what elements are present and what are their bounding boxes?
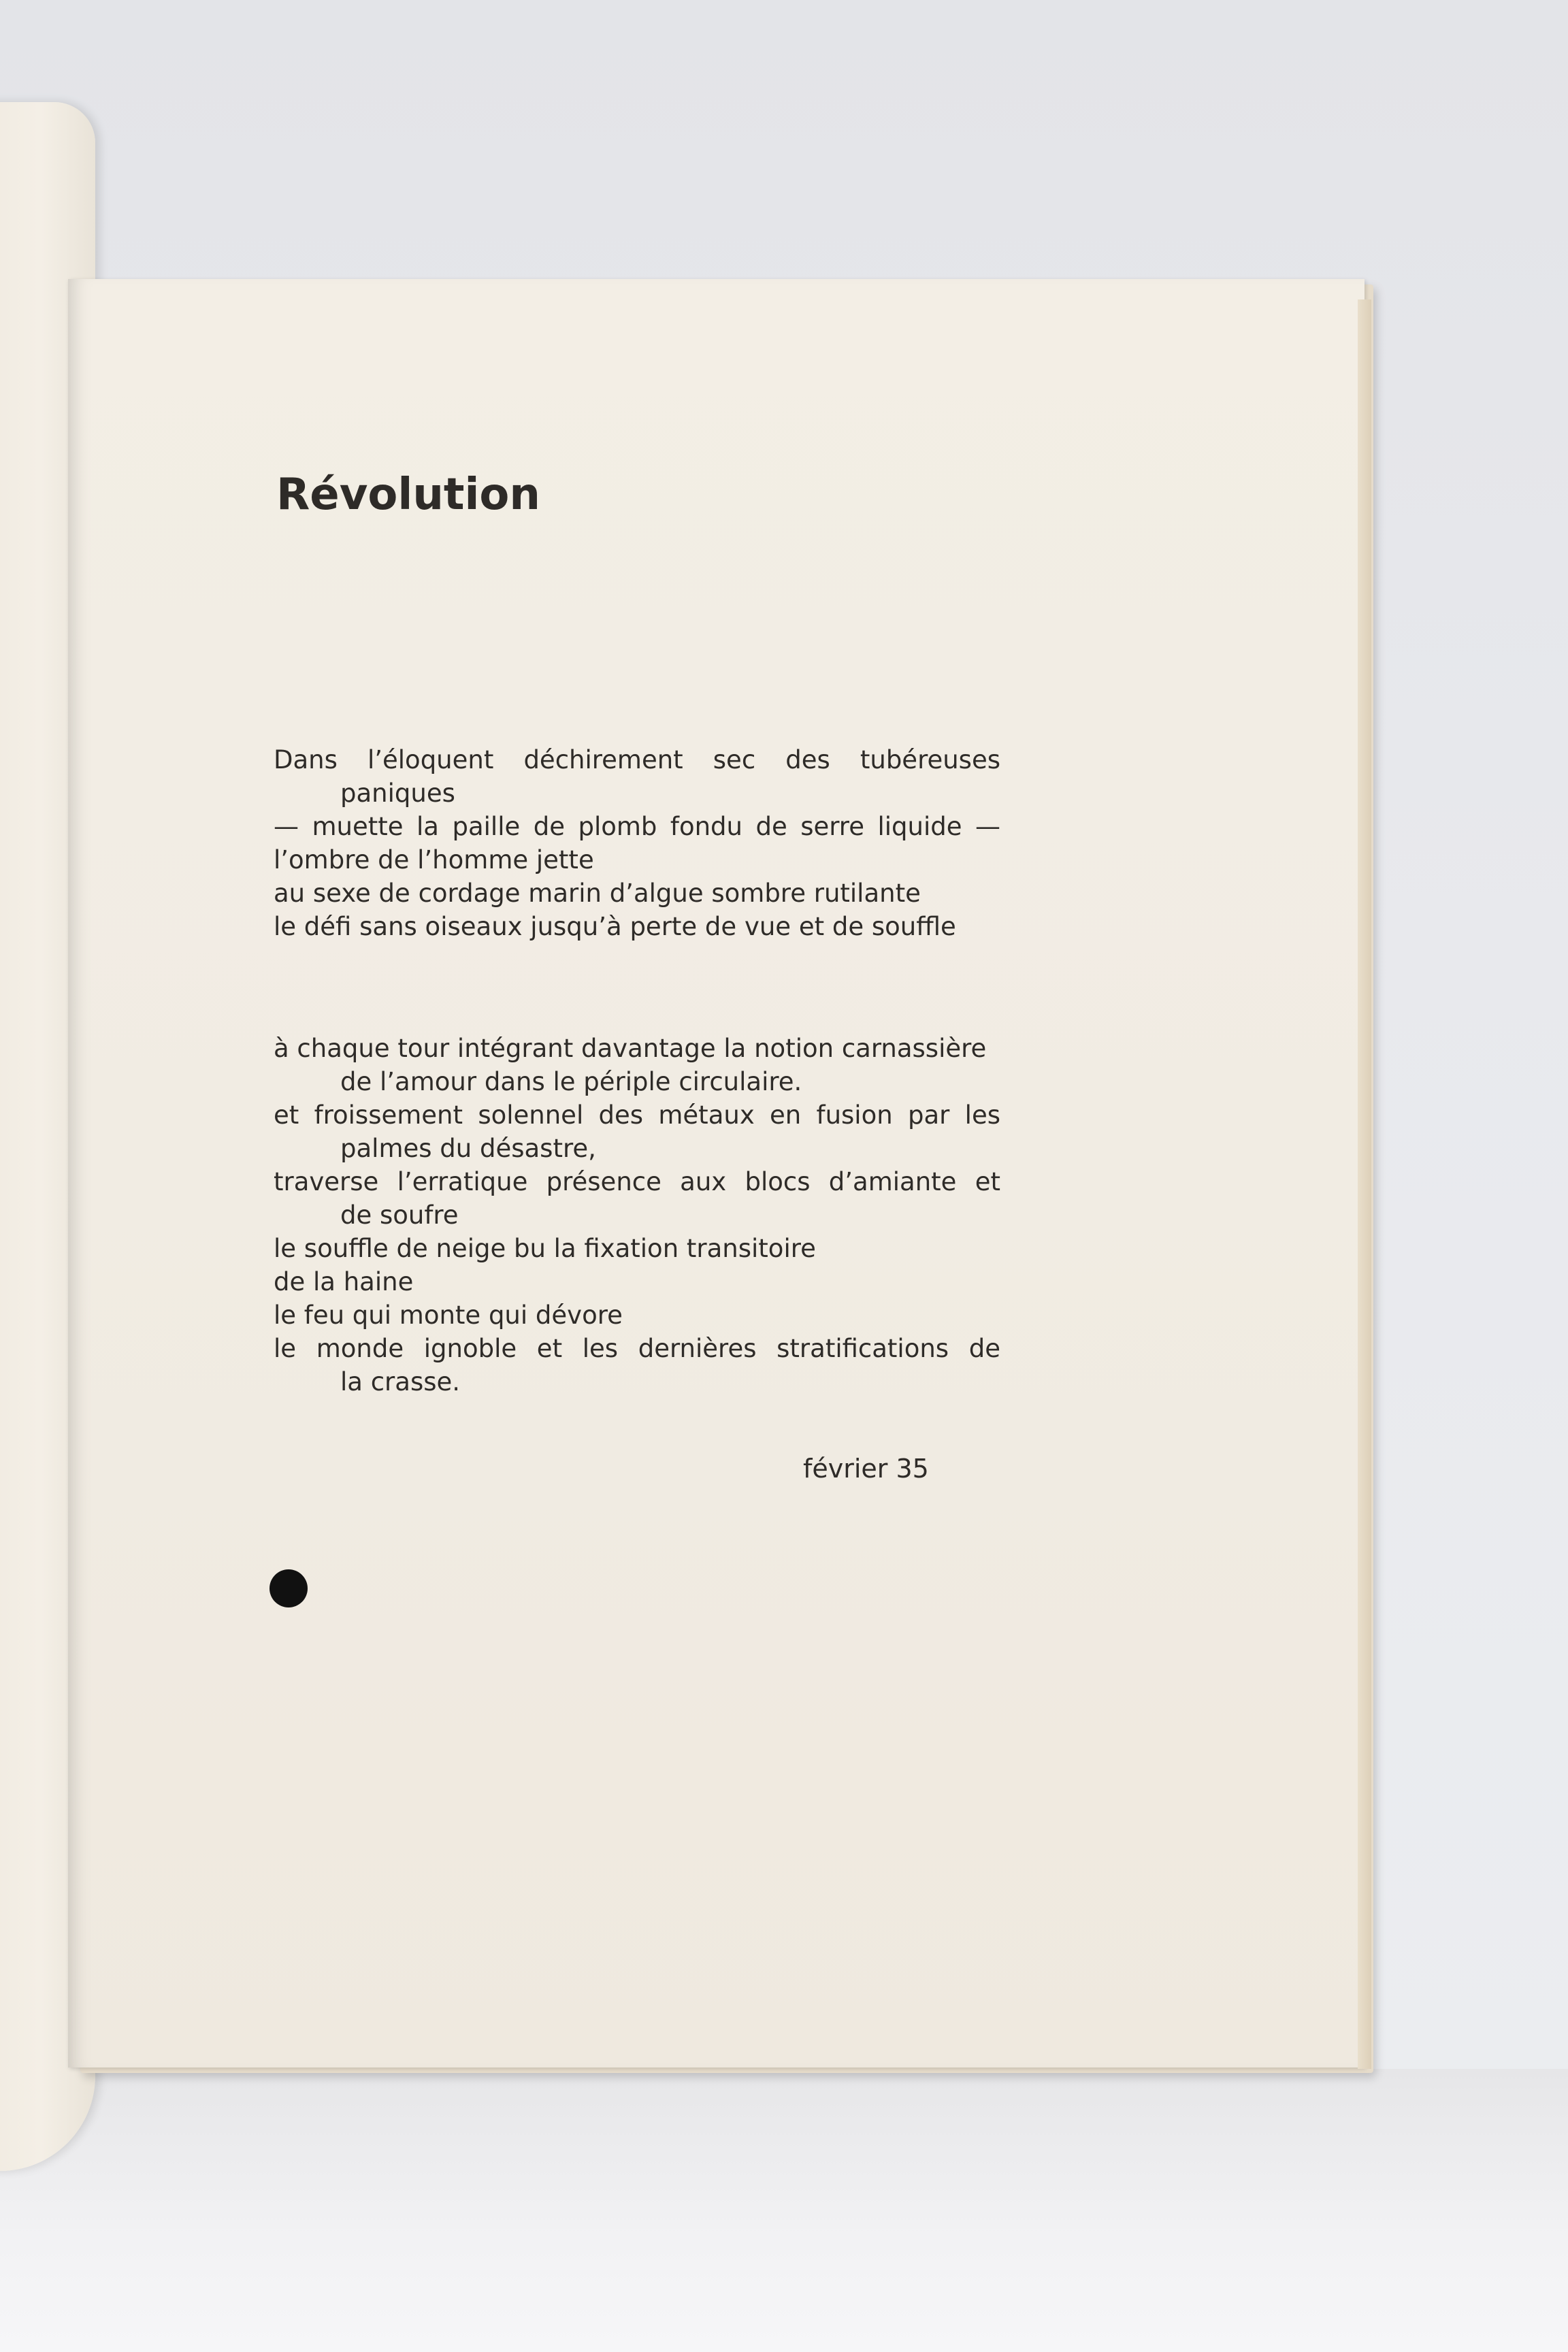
poem-line: de l’amour dans le périple circulaire. (340, 1067, 802, 1096)
stanza (274, 1032, 1000, 1399)
poem-line: à chaque tour intégrant davantage la notion carnassière (274, 1034, 987, 1063)
poem-line: de soufre (340, 1200, 459, 1230)
poem-line: le monde ignoble et les dernières stratifications de (274, 1334, 1000, 1363)
page-fore-edge (1358, 299, 1371, 2069)
poem-line: la crasse. (340, 1367, 461, 1396)
poem-line: l’ombre de l’homme jette (274, 845, 594, 875)
poem-line: le défi sans oiseaux jusqu’à perte de vue et de souffle (274, 912, 956, 941)
stanza-break (274, 943, 1000, 1032)
poem-date: février 35 (803, 1454, 929, 1484)
bullet-dot-ornament (270, 1569, 308, 1607)
poem-title: Révolution (276, 470, 540, 520)
poem-line: traverse l’erratique présence aux blocs d’amiante et (274, 1167, 1000, 1196)
poem-body (274, 743, 1000, 1399)
poem-line: palmes du désastre, (340, 1134, 596, 1163)
background-surface (0, 2069, 1568, 2352)
poem-line: au sexe de cordage marin d’algue sombre rutilante (274, 879, 921, 908)
poem-line: paniques (340, 779, 455, 808)
poem-line: le feu qui monte qui dévore (274, 1301, 623, 1330)
poem-line: et froissement solennel des métaux en fusion par les (274, 1100, 1000, 1130)
stanza (274, 743, 1000, 943)
poem-line: de la haine (274, 1267, 414, 1296)
poem-line: le souffle de neige bu la fixation transitoire (274, 1234, 816, 1263)
poem-line: — muette la paille de plomb fondu de serre liquide — (274, 812, 1000, 841)
poem-line: Dans l’éloquent déchirement sec des tubéreuses (274, 745, 1000, 774)
